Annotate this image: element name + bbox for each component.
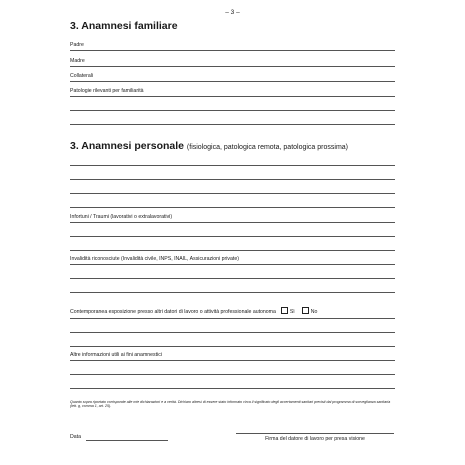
field-line-altre-1[interactable] <box>70 360 395 361</box>
field-label-madre: Madre <box>70 58 85 64</box>
field-line-patologie[interactable] <box>70 96 395 97</box>
declaration-text: Quanto sopra riportato corrisponde alle mie dichiarazioni e a verità. Dichiaro altresì di essere stato informato circa il significato degli accertamenti sanitari previsti dal programma di sorveglianza sanitaria (lett. g, comma 1, art. 25). <box>70 400 391 409</box>
field-line-invalidita-1[interactable] <box>70 264 395 265</box>
field-line-collaterali[interactable] <box>70 81 395 82</box>
checkbox-no-label: No <box>310 309 318 315</box>
field-label-esposizione: Contemporanea esposizione presso altri datori di lavoro o attività professionale autonoma <box>70 309 276 315</box>
signature-line[interactable] <box>236 433 394 434</box>
field-label-infortuni: Infortuni / Traumi (lavorativi o extralavorativi) <box>70 214 173 220</box>
field-line-invalidita-3[interactable] <box>70 292 395 293</box>
field-line-esposizione-2[interactable] <box>70 332 395 333</box>
checkbox-si-label: Sì <box>289 309 295 315</box>
date-line[interactable] <box>86 440 168 441</box>
checkbox-no[interactable] <box>302 307 309 314</box>
section-title-personale <box>70 140 348 152</box>
field-label-collaterali: Collaterali <box>70 73 94 79</box>
field-label-padre: Padre <box>70 42 84 48</box>
field-esposizione-row <box>70 307 317 315</box>
field-line-personale-4[interactable] <box>70 207 395 208</box>
field-line-padre[interactable] <box>70 50 395 51</box>
checkbox-si[interactable] <box>281 307 288 314</box>
field-line-esposizione-1[interactable] <box>70 318 395 319</box>
field-line-altre-2[interactable] <box>70 374 395 375</box>
section-title-personale-subtitle: (fisiologica, patologica remota, patologica prossima) <box>186 144 349 151</box>
field-line-infortuni-1[interactable] <box>70 222 395 223</box>
section-title-familiare: 3. Anamnesi familiare <box>70 20 178 32</box>
field-line-madre[interactable] <box>70 66 395 67</box>
field-label-patologie: Patologie rilevanti per familiarità <box>70 88 144 94</box>
field-line-infortuni-3[interactable] <box>70 250 395 251</box>
page-number: – 3 – <box>225 9 240 16</box>
signature-label: Firma del datore di lavoro per presa visione <box>265 436 365 442</box>
field-line-infortuni-2[interactable] <box>70 236 395 237</box>
section-title-personale-main: 3. Anamnesi personale <box>70 140 184 152</box>
field-label-invalidita: Invalidità riconosciute (Invalidità civile, INPS, INAIL, Assicurazioni private) <box>70 256 239 262</box>
date-label: Data <box>70 434 81 440</box>
field-line-personale-2[interactable] <box>70 179 395 180</box>
field-line-esposizione-3[interactable] <box>70 346 395 347</box>
field-line-personale-1[interactable] <box>70 165 395 166</box>
field-line-patologie-3[interactable] <box>70 124 395 125</box>
field-label-altre-info: Altre informazioni utili ai fini anamnestici <box>70 352 162 358</box>
field-line-patologie-2[interactable] <box>70 110 395 111</box>
field-line-personale-3[interactable] <box>70 193 395 194</box>
field-line-altre-3[interactable] <box>70 388 395 389</box>
field-line-invalidita-2[interactable] <box>70 278 395 279</box>
